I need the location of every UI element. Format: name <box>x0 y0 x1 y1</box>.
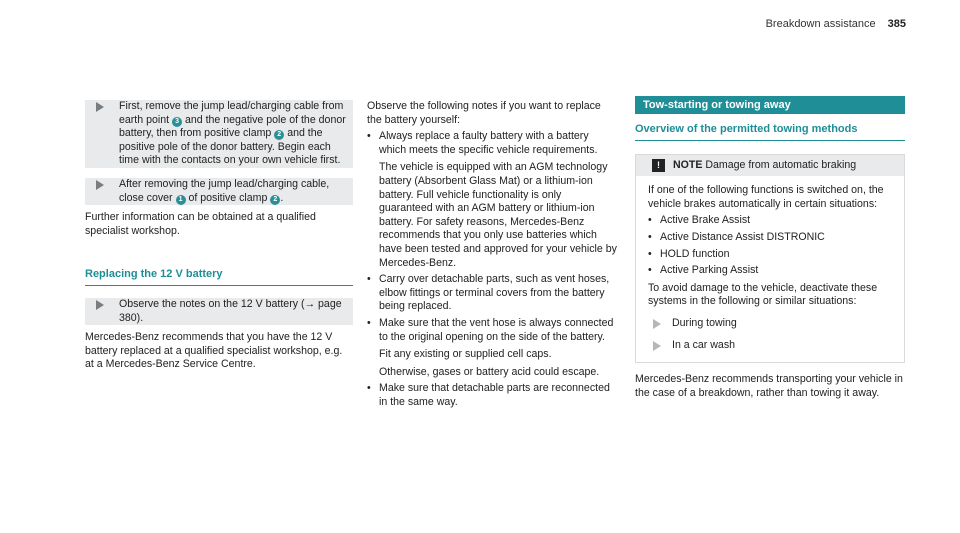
list-item-detail: Fit any existing or supplied cell caps. <box>379 348 552 361</box>
note-intro: If one of the following functions is switched on, the vehicle brakes automatically in certain situations: <box>648 184 884 210</box>
list-item: • Make sure that the vent hose is always connected to the original opening on the side of the battery. Fit any existing or supplied cell caps. Otherwise, gases or battery acid could escape. <box>367 317 617 379</box>
instruction-step <box>85 100 353 168</box>
page-number: 385 <box>887 18 906 30</box>
note-label: NOTE <box>673 158 703 171</box>
functions-list <box>648 214 894 277</box>
step-text: After removing the jump lead/charging cable, close cover 1 of positive clamp 2 . <box>119 177 330 204</box>
situation-step: In a car wash <box>648 339 894 353</box>
arrow-right-icon <box>652 319 662 329</box>
list-item: • Carry over detachable parts, such as vent hoses, elbow fittings or terminal covers from the battery being replaced. <box>367 273 617 314</box>
column-3 <box>635 96 905 400</box>
instruction-step <box>85 178 353 205</box>
callout-number: 3 <box>172 117 182 127</box>
arrow-right-icon <box>95 300 105 310</box>
callout-number: 2 <box>274 130 284 140</box>
note-body <box>636 176 904 362</box>
section-heading: Replacing the 12 V battery <box>85 268 353 286</box>
step-text: Observe the notes on the 12 V battery (→ page 380). <box>119 297 342 324</box>
situation-step: During towing <box>648 317 894 331</box>
note-box <box>635 154 905 364</box>
callout-number: 2 <box>270 195 280 205</box>
list-item: • Active Brake Assist <box>648 214 894 228</box>
list-item: • HOLD function <box>648 248 894 262</box>
avoid-text: To avoid damage to the vehicle, deactivate these systems in the following or similar situations: <box>648 281 878 308</box>
callout-number: 1 <box>176 195 186 205</box>
section-heading: Overview of the permitted towing methods <box>635 123 905 141</box>
arrow-right-icon <box>652 341 662 351</box>
page-header <box>766 18 906 32</box>
list-item-detail: Otherwise, gases or battery acid could escape. <box>379 365 600 378</box>
intro-text: Observe the following notes if you want to replace the battery yourself: <box>367 100 601 126</box>
chapter-bar: Tow-starting or towing away <box>635 96 905 114</box>
column-1 <box>85 100 353 372</box>
arrow-right-icon <box>95 180 105 190</box>
section-title: Breakdown assistance <box>765 18 876 30</box>
further-info: Further information can be obtained at a qualified specialist workshop. <box>85 211 316 237</box>
arrow-right-icon <box>95 102 105 112</box>
warning-icon: ! <box>652 159 665 172</box>
step-text: First, remove the jump lead/charging cable from earth point 3 and the negative pole of the donor battery, then from positive clamp 2 and the positive pole of the donor battery. Begin each time with the contacts on your own vehicle first. <box>119 100 346 167</box>
list-item: • Always replace a faulty battery with a battery which meets the specific vehicle requirements. The vehicle is equipped with an AGM technology battery (Absorbent Glass Mat) or a lithium-ion battery. Full vehicle functionality is only guaranteed with an AGM battery or lithium-ion battery. For safety reasons, Mercedes-Benz recommends that you only use batteries which have been tested and approved for your vehicle by Mercedes-Benz. <box>367 130 617 270</box>
instruction-step <box>85 298 353 325</box>
recommendation-text: Mercedes-Benz recommends that you have the 12 V battery replaced at a qualified specialist workshop, e.g. at a Mercedes-Benz Service Centre. <box>85 331 343 371</box>
list-item: • Active Distance Assist DISTRONIC <box>648 231 894 245</box>
column-2 <box>367 100 617 409</box>
list-item: • Make sure that detachable parts are reconnected in the same way. <box>367 382 617 409</box>
notes-list <box>367 130 617 409</box>
list-item: • Active Parking Assist <box>648 264 894 278</box>
note-header <box>636 155 904 177</box>
recommendation-text: Mercedes-Benz recommends transporting your vehicle in the case of a breakdown, rather than towing it away. <box>635 373 903 399</box>
note-title: Damage from automatic braking <box>705 158 857 171</box>
list-item-detail: The vehicle is equipped with an AGM technology battery (Absorbent Glass Mat) or a lithium-ion battery. Full vehicle functionality is only guaranteed with an AGM battery or lithium-ion battery. For safety reasons, Mercedes-Benz recommends that you only use batteries which have been tested and approved for your vehicle by Mercedes-Benz. <box>379 161 617 269</box>
